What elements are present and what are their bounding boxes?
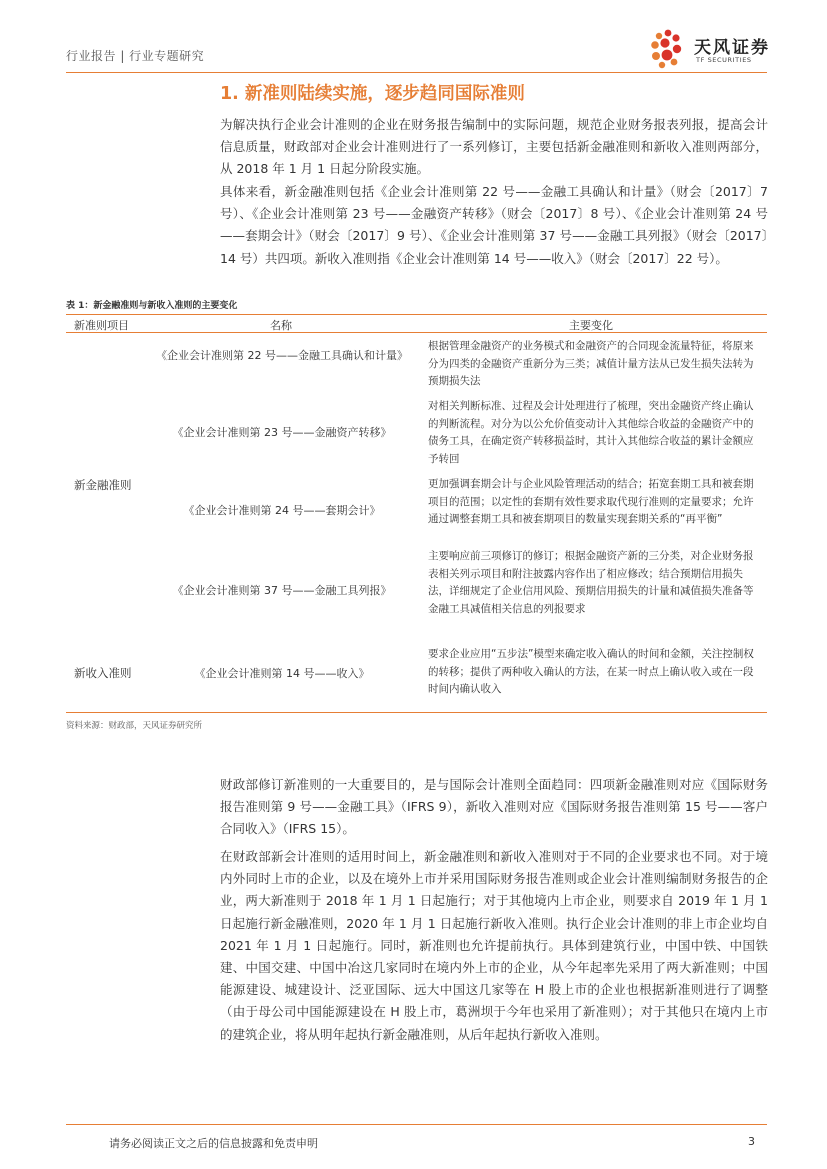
table-caption: 表 1：新金融准则与新收入准则的主要变化 [66, 301, 238, 311]
footer-disclaimer: 请务必阅读正文之后的信息披露和免责申明 [109, 1137, 318, 1150]
table-row-change: 主要响应前三项修订的修订；根据金融资产新的三分类，对企业财务报表相关列示项目和附注披露内容作出了相应修改；结合预期信用损失法，详细规定了企业信用风险、预期信用损失的计量和减值损失准备等金融工具减值相关信息的列报要求 [428, 550, 754, 615]
table-source: 资料来源：财政部，天风证券研究所 [66, 721, 203, 731]
footer-divider [66, 1124, 767, 1125]
table-row-change: 根据管理金融资产的业务模式和金融资产的合同现金流量特征，将原来分为四类的金融资产重新分为三类；减值计量方法从已发生损失法转为预期损失法 [428, 340, 754, 387]
table-category-financial: 新金融准则 [74, 478, 132, 492]
section-title: 1. 新准则陆续实施，逐步趋同国际准则 [220, 84, 525, 104]
table-top-rule [66, 314, 767, 315]
table-row-change: 要求企业应用“五步法”模型来确定收入确认的时间和金额，关注控制权的转移；提供了两种收入确认的方法，在某一时点上确认收入或在一段时间内确认收入 [428, 648, 754, 695]
page-number: 3 [748, 1135, 755, 1148]
table-header-category: 新准则项目 [74, 319, 129, 332]
table-category-revenue: 新收入准则 [74, 666, 132, 680]
logo-name-cn: 天风证券 [694, 38, 770, 58]
table-row-change: 对相关判断标准、过程及会计处理进行了梳理，突出金融资产终止确认的判断流程。对分为以公允价值变动计入其他综合收益的金融资产中的债务工具，在确定资产转移损益时，其计入其他综合收益的累计金额应予转回 [428, 400, 754, 465]
table-row-name: 《企业会计准则第 14 号——收入》 [194, 667, 370, 680]
paragraph-ifrs-convergence: 财政部修订新准则的一大重要目的，是与国际会计准则全面趋同：四项新金融准则对应《国际财务报告准则第 9 号——金融工具》（IFRS 9），新收入准则对应《国际财务报告准则第 15 号——客户合同收入》（IFRS 15）。 [220, 777, 768, 837]
table-row-name: 《企业会计准则第 22 号——金融工具确认和计量》 [156, 349, 408, 362]
header-divider [66, 72, 767, 73]
report-category-label: 行业报告 | 行业专题研究 [66, 49, 205, 63]
table-row-name: 《企业会计准则第 23 号——金融资产转移》 [172, 426, 392, 439]
logo-name-en: TF SECURITIES [696, 56, 752, 64]
table-header-changes: 主要变化 [569, 319, 613, 332]
table-header-rule [66, 332, 767, 333]
table-row-name: 《企业会计准则第 24 号——套期会计》 [183, 504, 381, 517]
table-row-name: 《企业会计准则第 37 号——金融工具列报》 [172, 584, 392, 597]
paragraph-effective-dates: 在财政部新会计准则的适用时间上，新金融准则和新收入准则对于不同的企业要求也不同。对于境内外同时上市的企业，以及在境外上市并采用国际财务报告准则或企业会计准则编制财务报告的企业，两大新准则于 2018 年 1 月 1 日起施行；对于其他境内上市企业，则要求自 2019 年 1 月 1 日起施行新金融准则，2020 年 1 月 1 日起施行新收入准则。执行企业会计准则的非上市企业均自 2021 年 1 月 1 日起施行。同时，新准则也允许提前执行。具体到建筑行业，中国中铁、中国铁建、中国交建、中国中冶这几家同时在境内外上市的企业，从今年起率先采用了两大新准则；中国能源建设、城建设计、泛亚国际、远大中国这几家等在 H 股上市的企业也根据新准则进行了调整（由于母公司中国能源建设在 H 股上市，葛洲坝于今年也采用了新准则）；对于其他只在境内上市的建筑企业，将从明年起执行新金融准则，从后年起执行新收入准则。 [220, 849, 768, 1042]
paragraph-intro: 为解决执行企业会计准则的企业在财务报告编制中的实际问题，规范企业财务报表列报，提高会计信息质量，财政部对企业会计准则进行了一系列修订，主要包括新金融准则和新收入准则两部分，从 2018 年 1 月 1 日起分阶段实施。 [220, 117, 768, 177]
table-bottom-rule [66, 712, 767, 713]
paragraph-financial-standards: 具体来看，新金融准则包括《企业会计准则第 22 号——金融工具确认和计量》（财会〔2017〕7 号）、《企业会计准则第 23 号——金融资产转移》（财会〔2017〕8 号）、《企业会计准则第 24 号——套期会计》（财会〔2017〕9 号）、《企业会计准则第 37 号——金融工具列报》（财会〔2017〕14 号）共四项。新收入准则指《企业会计准则第 14 号——收入》（财会〔2017〕22 号）。 [220, 184, 768, 266]
table-header-name: 名称 [270, 319, 292, 332]
table-row-change: 更加强调套期会计与企业风险管理活动的结合；拓宽套期工具和被套期项目的范围；以定性的套期有效性要求取代现行准则的定量要求；允许通过调整套期工具和被套期项目的数量实现套期关系的“再平衡” [428, 478, 754, 525]
